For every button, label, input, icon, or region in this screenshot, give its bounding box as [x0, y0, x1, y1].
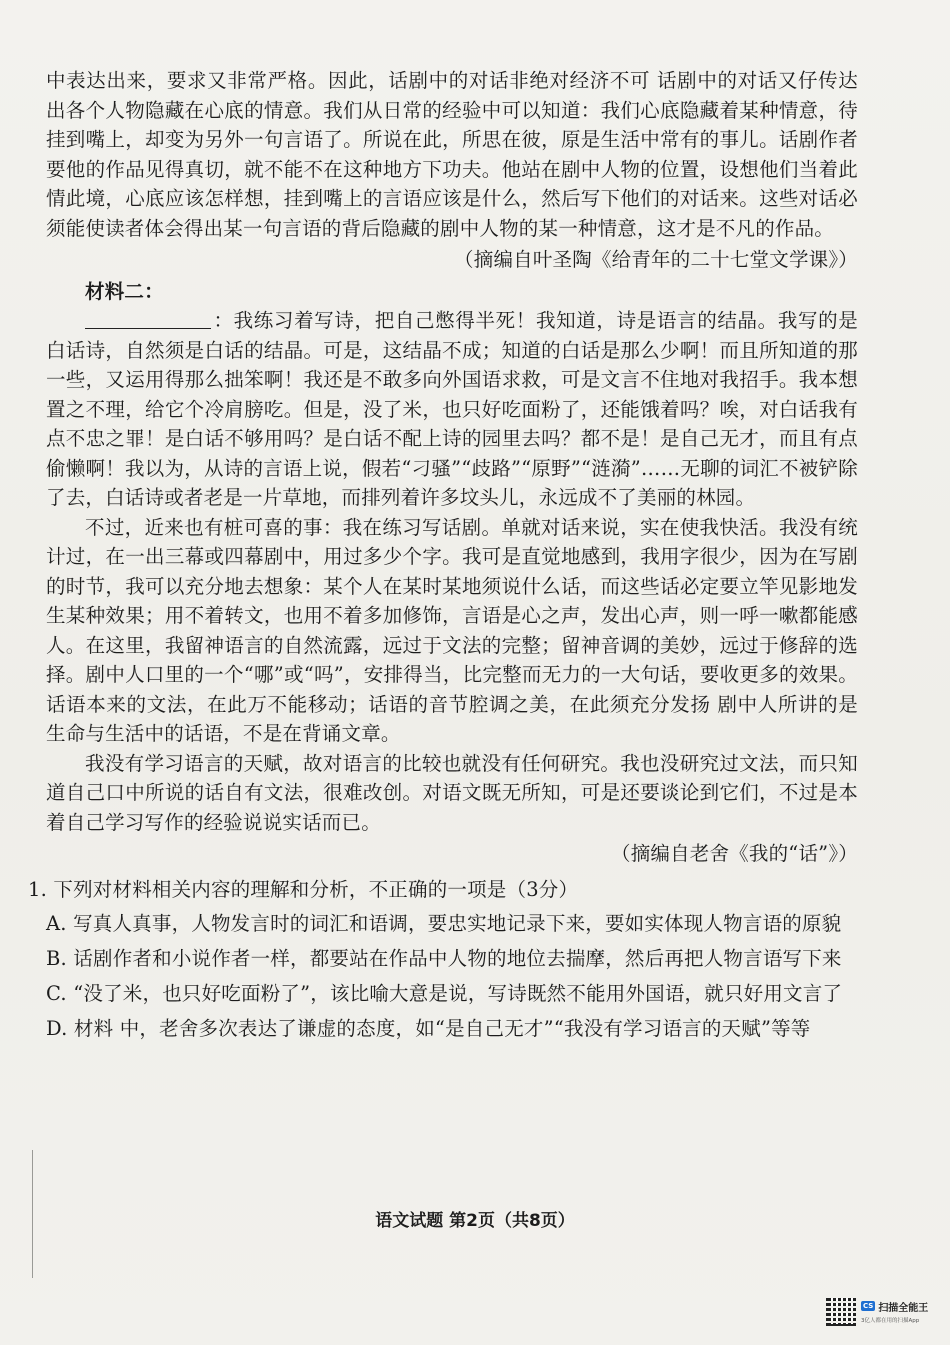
- text-column: [28, 66, 858, 1044]
- material1-source: （摘编自叶圣陶《给青年的二十七堂文学课》）: [454, 248, 858, 271]
- watermark-brand: [861, 1299, 928, 1314]
- option-a: A. 写真人真事，人物发言时的词汇和语调，要忠实地记录下来，要如实体现人物言语的原貌: [46, 912, 842, 935]
- watermark-text: [861, 1299, 928, 1324]
- option-b: B. 话剧作者和小说作者一样，都要站在作品中人物的地位去揣摩，然后再把人物言语写下来: [46, 947, 842, 970]
- scanner-watermark: [826, 1291, 930, 1331]
- question-stem: 1. 下列对材料相关内容的理解和分析，不正确的一项是（3分）: [28, 877, 579, 901]
- fill-blank: [85, 308, 211, 329]
- material2-heading: 材料二：: [85, 279, 164, 303]
- watermark-brand-name: 扫描全能王: [878, 1302, 929, 1314]
- material2-paragraph-2: 不过，近来也有桩可喜的事：我在练习写话剧。单就对话来说，实在使我快活。我没有统计过，在一出三幕或四幕剧中，用过多少个字。我可是直觉地感到，我用字很少，因为在写剧的时节，我可以充分地去想象：某个人在某时某地须说什么话，而这些话必定要立竿见影地发生某种效果；用不着转文，也用不着多加修饰，言语是心之声，发出心声，则一呼一嗽都能感人。在这里，我留神语言的自然流露，远过于文法的完整；留神音调的美妙，远过于修辞的选择。剧中人口里的一个“哪”或“吗”，安排得当，比完整而无力的一大句话，要收更多的效果。话语本来的文法，在此万不能移动；话语的音节腔调之美，在此须充分发扬 剧中人所讲的是生命与生活中的话语，不是在背诵文章。: [46, 515, 858, 745]
- material2-source: （摘编自老舍《我的“话”》）: [611, 842, 858, 865]
- option-d: D. 材料 中，老舍多次表达了谦虚的态度，如“是自己无才”“我没有学习语言的天赋”等等: [46, 1017, 811, 1040]
- option-c: C. “没了米，也只好吃面粉了”，该比喻大意是说，写诗既然不能用外国语，就只好用文言了: [46, 982, 843, 1005]
- watermark-tagline: 3亿人都在用的扫描App: [861, 1317, 920, 1324]
- cs-logo-icon: CS: [863, 1302, 874, 1310]
- material2-paragraph-1: [46, 306, 858, 513]
- qr-code-icon: [826, 1296, 856, 1326]
- page-footer: 语文试题 第2页（共8页）: [375, 1211, 575, 1231]
- question-1: [28, 875, 858, 1045]
- material2-paragraph-1-text: ：我练习着写诗，把自己憋得半死！我知道，诗是语言的结晶。我写的是白话诗，自然须是白话的结晶。可是，这结晶不成；知道的白话是那么少啊！而且所知道的那一些，又运用得那么拙笨啊！我还是不敢多向外国语求救，可是文言不住地对我招手。我本想置之不理，给它个冷肩膀吃。但是，没了米，也只好吃面粉了，还能饿着吗？唉，对白话我有点不忠之罪！是白话不够用吗？是白话不配上诗的园里去吗？都不是！是自己无才，而且有点偷懒啊！我以为，从诗的言语上说，假若“刁骚”“歧路”“原野”“涟漪”……无聊的词汇不被铲除了去，白话诗或者老是一片草地，而排列着许多坟头儿，永远成不了美丽的林园。: [46, 309, 858, 509]
- material2-paragraph-3: 我没有学习语言的天赋，故对语言的比较也就没有任何研究。我也没研究过文法，而只知道自己口中所说的话自有文法，很难改创。对语文既无所知，可是还要谈论到它们，不过是本着自己学习写作的经验说说实话而已。: [46, 751, 858, 834]
- material1-paragraph: 中表达出来，要求又非常严格。因此，话剧中的对话非绝对经济不可 话剧中的对话又仔传达出各个人物隐藏在心底的情意。我们从日常的经验中可以知道：我们心底隐藏着某种情意，待挂到嘴上，却变为另外一句言语了。所说在此，所思在彼，原是生活中常有的事儿。话剧作者要他的作品见得真切，就不能不在这种地方下功夫。他站在剧中人物的位置，设想他们当着此情此境，心底应该怎样想，挂到嘴上的言语应该是什么，然后写下他们的对话来。这些对话必须能使读者体会得出某一句言语的背后隐藏的剧中人物的某一种情意，这才是不凡的作品。: [46, 69, 858, 240]
